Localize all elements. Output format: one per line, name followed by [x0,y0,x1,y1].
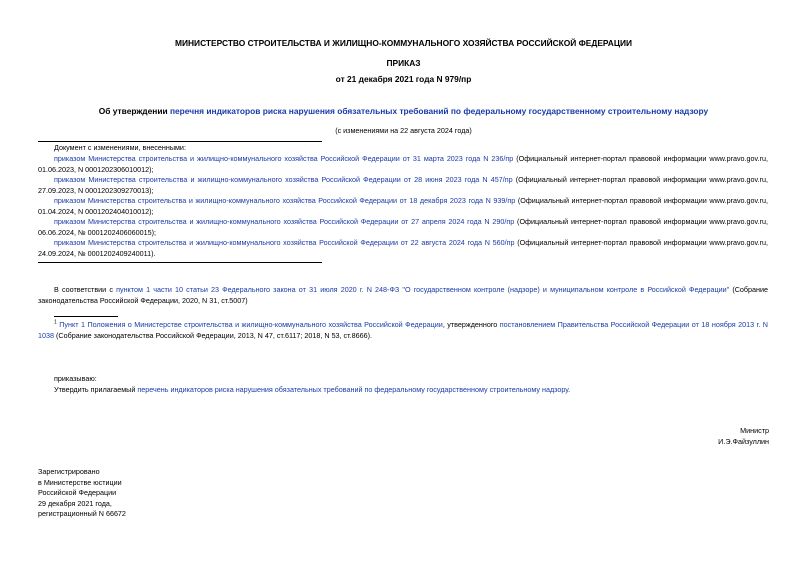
amendment-link[interactable]: приказом Министерства строительства и жилищно-коммунального хозяйства Российской Федерации от 27 апреля 2024 года N 290/пр [54,217,515,226]
amendments-list [38,154,768,259]
divider-bottom [38,262,322,263]
signer-position: Министр [740,426,769,435]
footnote [38,320,768,341]
amendment-item [38,175,768,196]
basis-text-start: В соответствии с [54,285,117,294]
amendment-source: (Официальный интернет-портал правовой информации www.pravo.gov.ru, 01.04.2024, N 0001202404010012); [38,196,768,216]
footnote-marker: 1 [54,319,57,326]
edition-note: (с изменениями на 22 августа 2024 года) [335,126,472,135]
order-text-start: Утвердить прилагаемый [54,385,138,394]
order-text-end: . [568,385,571,394]
divider-top [38,141,322,142]
amendment-item [38,154,768,175]
footnote-text-tail: (Собрание законодательства Российской Федерации, 2013, N 47, ст.6117; 2018, N 53, ст.8666). [54,330,373,340]
doc-type: ПРИКАЗ [386,58,421,68]
amendment-source: (Официальный интернет-портал правовой информации www.pravo.gov.ru, 01.06.2023, N 0001202306010012); [38,154,768,174]
registration-line: регистрационный N 66672 [38,509,126,518]
signature-block [718,426,769,447]
amendment-item [38,217,768,238]
amendment-link[interactable]: приказом Министерства строительства и жилищно-коммунального хозяйства Российской Федерации от 22 августа 2024 года N 560/пр [54,238,515,247]
footnote-link-regulation[interactable]: Пункт 1 Положения о Министерстве строительства и жилищно-коммунального хозяйства Российской Федерации [59,320,443,329]
amendment-item [38,238,768,259]
order-list-link[interactable]: перечень индикаторов риска нарушения обязательных требований по федеральному государственному строительному надзору [137,385,569,394]
amendment-item [38,196,768,217]
order-paragraph [54,385,768,396]
footnote-text-mid: , утвержденного [442,320,500,329]
doc-date-number: от 21 декабря 2021 года N 979/пр [335,74,472,84]
registration-line: в Министерстве юстиции [38,477,122,487]
title-link[interactable]: перечня индикаторов риска нарушения обязательных требований по федеральному государственному строительному надзору [169,106,709,116]
footnote-link-resolution[interactable]: постановлением Правительства Российской Федерации от 18 ноября 2013 г. N 1038 [38,320,768,340]
signer-name: И.Э.Файзуллин [718,436,769,446]
basis-paragraph [38,285,768,306]
amendment-link[interactable]: приказом Министерства строительства и жилищно-коммунального хозяйства Российской Федерации от 28 июня 2023 года N 457/пр [54,175,513,184]
order-keyword: приказываю: [54,374,97,383]
registration-line: Зарегистрировано [38,467,100,476]
registration-block [38,467,126,520]
footnote-divider [54,316,118,317]
amendment-source: (Официальный интернет-портал правовой информации www.pravo.gov.ru, 06.06.2024, № 0001202406060015); [38,217,768,237]
amendment-source: (Официальный интернет-портал правовой информации www.pravo.gov.ru, 24.09.2024, № 0001202409240011). [38,238,768,258]
amendments-intro: Документ с изменениями, внесенными: [54,143,186,152]
basis-text-end: (Собрание законодательства Российской Федерации, 2020, N 31, ст.5007) [38,285,769,305]
amendment-link[interactable]: приказом Министерства строительства и жилищно-коммунального хозяйства Российской Федерации от 18 декабря 2023 года N 939/пр [54,196,516,205]
ministry-heading: МИНИСТЕРСТВО СТРОИТЕЛЬСТВА И ЖИЛИЩНО-КОММУНАЛЬНОГО ХОЗЯЙСТВА РОССИЙСКОЙ ФЕДЕРАЦИИ [175,38,632,48]
title-prefix: Об утверждении [98,106,170,116]
amendment-source: (Официальный интернет-портал правовой информации www.pravo.gov.ru, 27.09.2023, N 0001202309270013); [38,175,768,195]
document-title [0,106,807,117]
basis-law-link[interactable]: пунктом 1 части 10 статьи 23 Федерального закона от 31 июля 2020 г. N 248-ФЗ "О государственном контроле (надзоре) и муниципальном контроле в Российской Федерации" [116,285,730,294]
amendment-link[interactable]: приказом Министерства строительства и жилищно-коммунального хозяйства Российской Федерации от 31 марта 2023 года N 236/пр [54,154,514,163]
registration-line: 29 декабря 2021 года, [38,498,112,508]
registration-line: Российской Федерации [38,488,117,497]
